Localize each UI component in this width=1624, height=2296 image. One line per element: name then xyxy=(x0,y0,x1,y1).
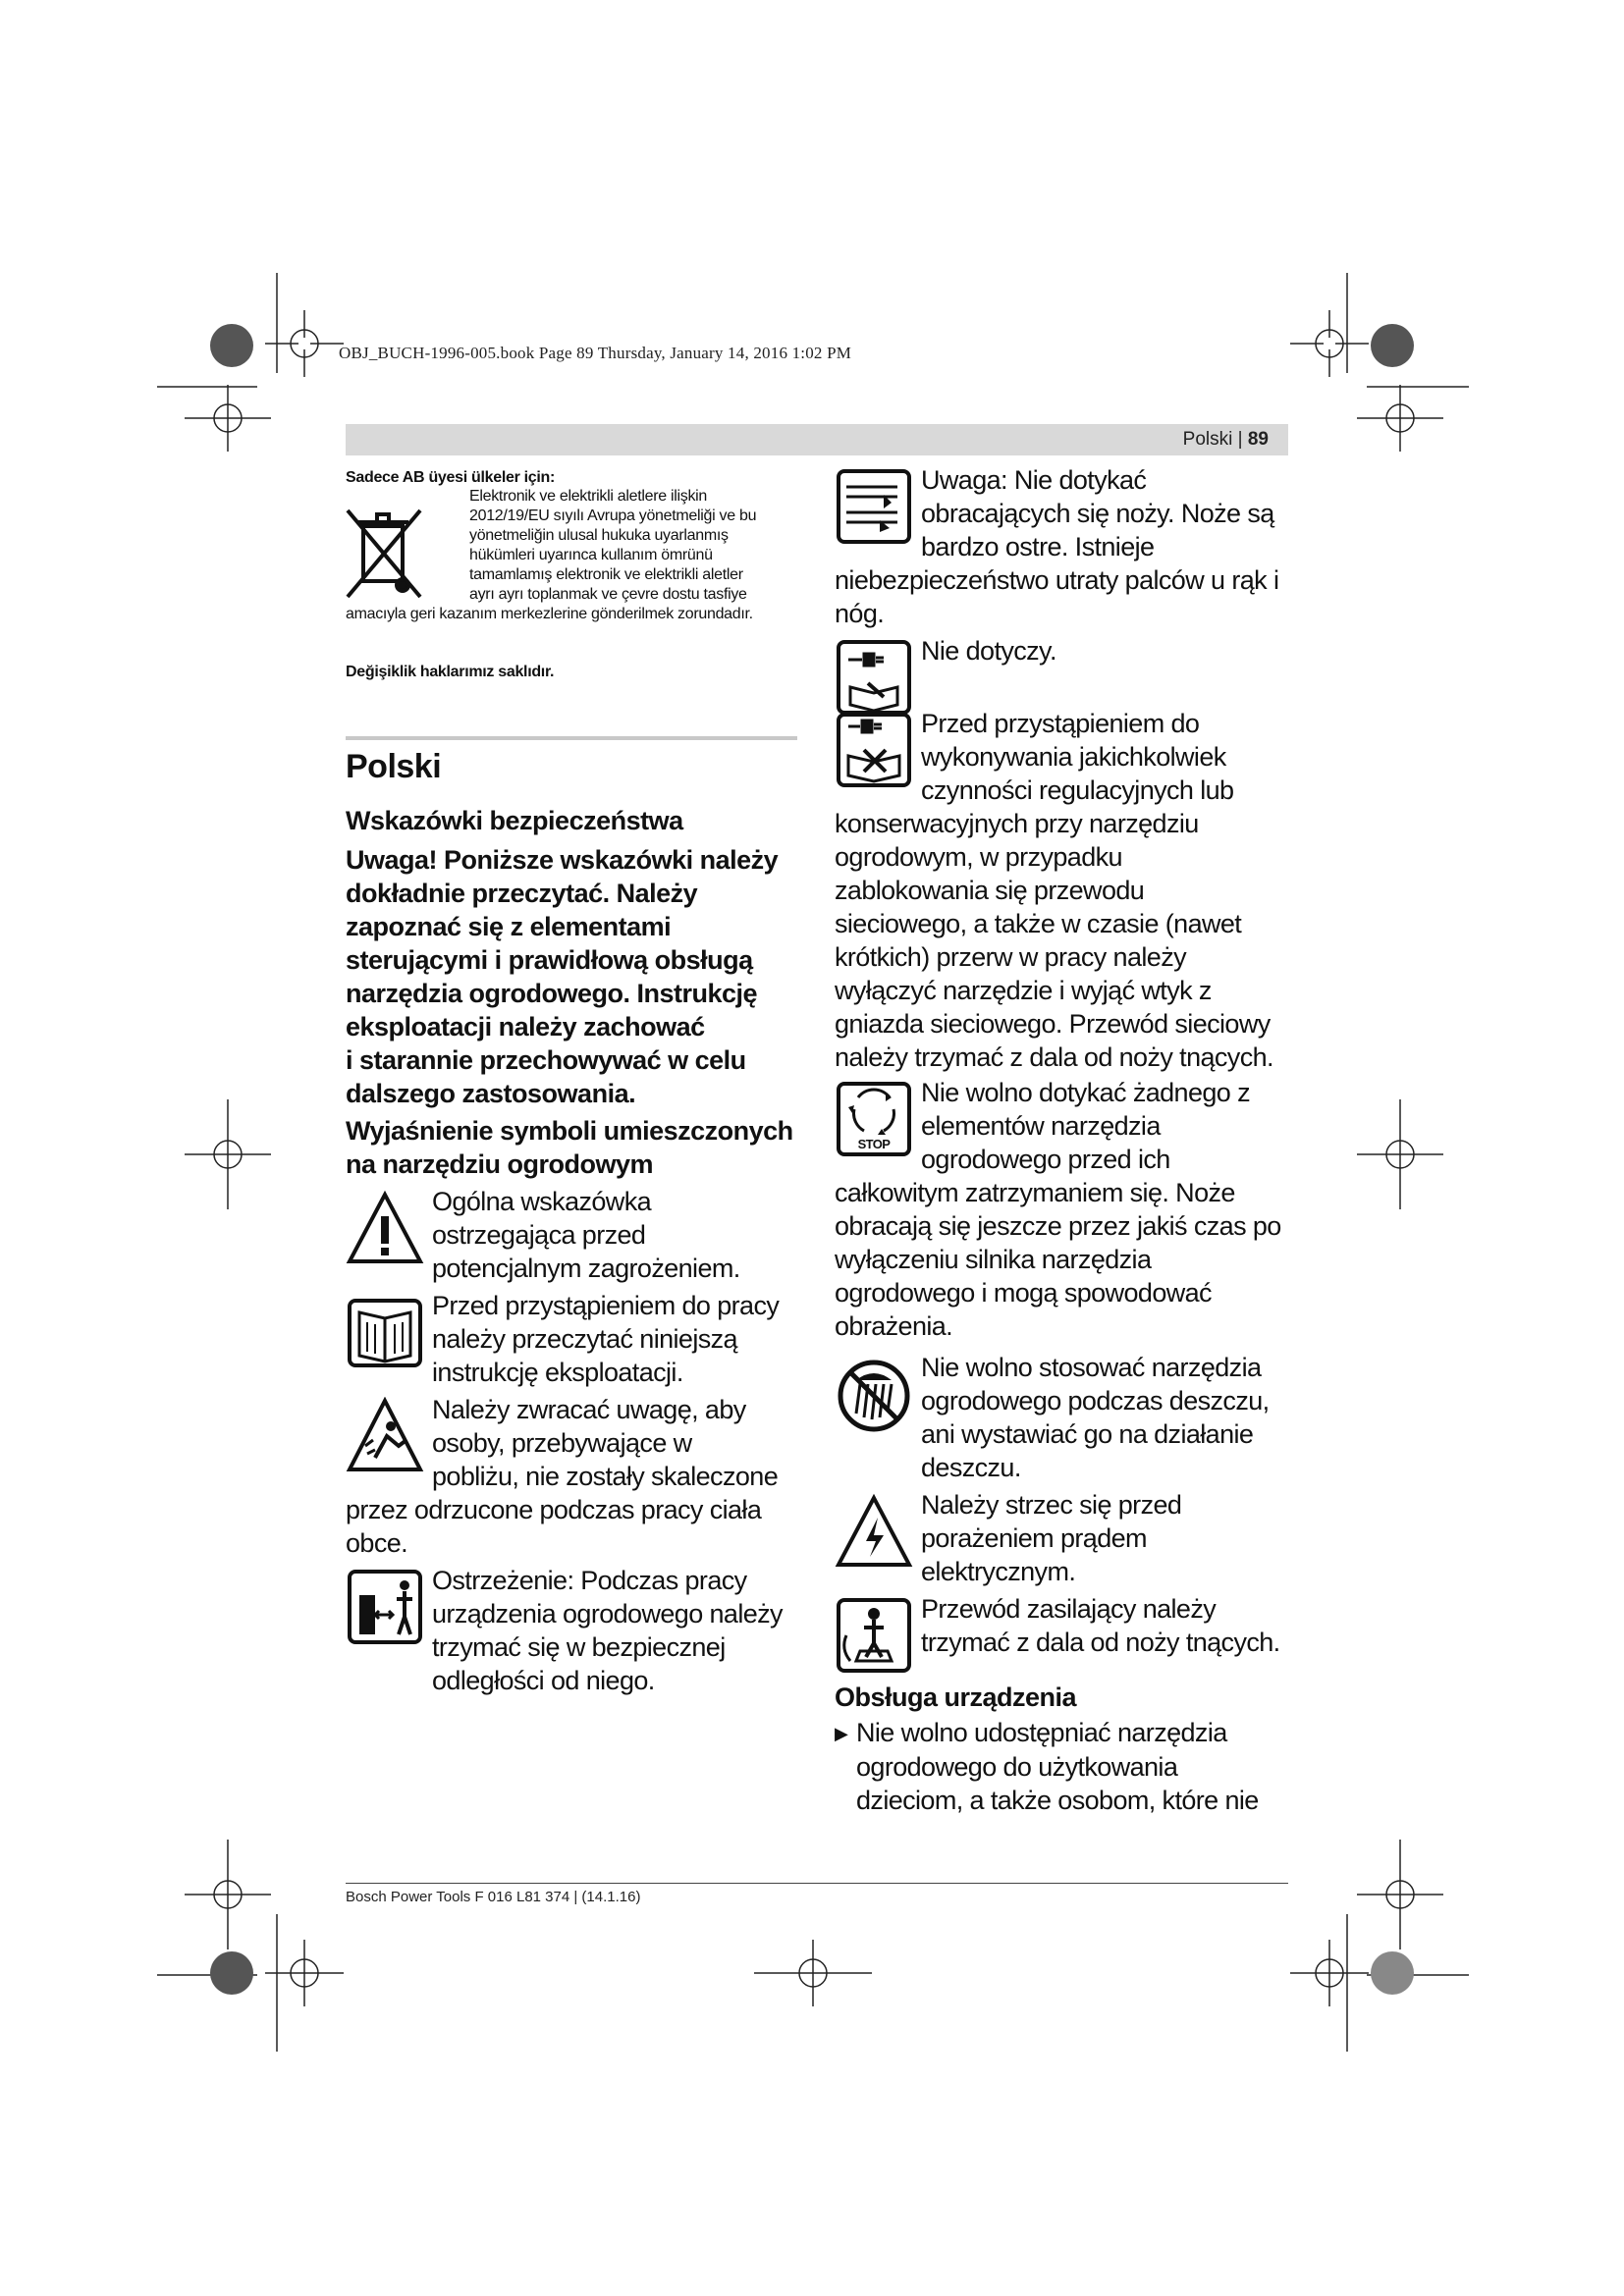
electric-shock-icon xyxy=(835,1492,913,1571)
symbol-unplug-before-maintenance: Przed przystąpieniem do wykonywania jakichkolwiek czynności regulacyjnych lub konserwacyjnych przy narzędziu ogrodowym, w przypadku zablokowania się przewodu sieciowego, a także w czasie (nawet krótkich) przerw w pracy należy wyłączyć narzędzie i wyjąć wtyk z gniazda sieciowego. Przewód sieciowy należy trzymać z dala od noży tnących. xyxy=(835,709,1273,1072)
symbol-read-manual: Przed przystąpieniem do pracy należy przeczytać niniejszą instrukcję eksploatacji. xyxy=(346,1289,797,1389)
warning-triangle-icon xyxy=(346,1189,424,1267)
symbol-not-applicable: Nie dotyczy. xyxy=(835,634,1291,701)
bullet-icon: ▶ xyxy=(835,1724,848,1743)
list-item: ▶ Nie wolno udostępniać narzędzia xyxy=(835,1716,1291,1750)
eu-heading: Sadece AB üyesi ülkeler için: xyxy=(346,469,556,486)
safe-distance-icon xyxy=(346,1568,424,1646)
book-icon xyxy=(346,1293,424,1371)
print-header: OBJ_BUCH-1996-005.book Page 89 Thursday, January 14, 2016 1:02 PM xyxy=(339,344,852,362)
symbol-cable-away: Przewód zasilający należy trzymać z dala od noży tnących. xyxy=(835,1592,1291,1659)
symbol-rotating-blades: Uwaga: Nie dotykać obracających się noży. Noże są bardzo ostre. Istnieje niebezpieczeństwo utraty palców u rąk i nóg. xyxy=(835,465,1279,628)
symbol-thrown-objects: Należy zwracać uwagę, aby osoby, przebywające w pobliżu, nie zostały skaleczone przez odrzucone podczas pracy ciała obce. xyxy=(346,1395,779,1558)
symbol-general-warning: Ogólna wskazówka ostrzegająca przed potencjalnym zagrożeniem. xyxy=(346,1185,797,1285)
page-header: Polski | 89 xyxy=(1182,429,1269,450)
language-title: Polski xyxy=(346,748,442,785)
unplug-maintenance-icon xyxy=(835,711,913,789)
plug-manual-icon xyxy=(835,638,913,717)
symbol-no-rain: Nie wolno stosować narzędzia ogrodowego podczas deszczu, ani wystawiać go na działanie deszczu. xyxy=(835,1351,1291,1484)
crossed-bin-icon xyxy=(346,507,422,601)
svg-text:STOP: STOP xyxy=(857,1137,891,1151)
stop-rotation-icon xyxy=(835,1080,913,1158)
operation-list: ▶ Nie wolno udostępniać narzędzia ogrodowego do użytkowania dzieciom, a także osobom, które nie xyxy=(835,1716,1291,1817)
symbol-electric-shock: Należy strzec się przed porażeniem prądem elektrycznym. xyxy=(835,1488,1291,1588)
rights-notice: Değişiklik haklarımız saklıdır. xyxy=(346,664,555,680)
safety-title: Wskazówki bezpieczeństwa xyxy=(346,806,683,835)
symbols-title: Wyjaśnienie symboli umieszczonych na narzędziu ogrodowym xyxy=(346,1116,793,1179)
eu-text-last: amacıyla geri kazanım merkezlerine gönderilmek zorundadır. xyxy=(346,606,753,622)
symbol-safe-distance: Ostrzeżenie: Podczas pracy urządzenia ogrodowego należy trzymać się w bezpiecznej odległości od niego. xyxy=(346,1564,797,1697)
weee-block: Elektronik ve elektrikli aletlere ilişkin 2012/19/EU sıyılı Avrupa yönetmeliği ve bu yönetmeliğin ulusal hukuka uyarlanmış hükümleri uyarınca kullanım ömrünü tamamlamış elektronik ve elektrikli aletler ayrı ayrı toplanmak ve çevre dostu tasfiye amacıyla geri kazanım merkezlerine gönderilmek zorundadır. xyxy=(346,487,797,624)
rotating-blades-icon xyxy=(835,467,913,546)
page-number: 89 xyxy=(1247,429,1269,450)
section-rule xyxy=(346,736,797,740)
footer: Bosch Power Tools F 016 L81 374 | (14.1.16) xyxy=(346,1889,641,1905)
footer-rule xyxy=(346,1883,1288,1884)
thrown-objects-warning-icon xyxy=(346,1397,424,1475)
left-column xyxy=(346,469,797,1697)
page-header-bar xyxy=(346,424,1288,455)
symbol-wait-stop: STOP Nie wolno dotykać żadnego z elementów narzędzia ogrodowego przed ich całkowitym zatrzymaniem się. Noże obracają się jeszcze przez jakiś czas po wyłączeniu silnika narzędzia ogrodowego i mogą spowodować obrażenia. xyxy=(835,1078,1281,1341)
right-column xyxy=(835,463,1291,1817)
no-rain-icon xyxy=(835,1355,913,1433)
cable-away-icon xyxy=(835,1596,913,1675)
operation-title: Obsługa urządzenia xyxy=(835,1682,1077,1712)
warning-block: Uwaga! Poniższe wskazówki należy dokładnie przeczytać. Należy zapoznać się z elementami sterującymi i prawidłową obsługą narzędzia ogrodowego. Instrukcję eksploatacji należy zachować i starannie przechowywać w celu dalszego zastosowania. xyxy=(346,845,779,1108)
